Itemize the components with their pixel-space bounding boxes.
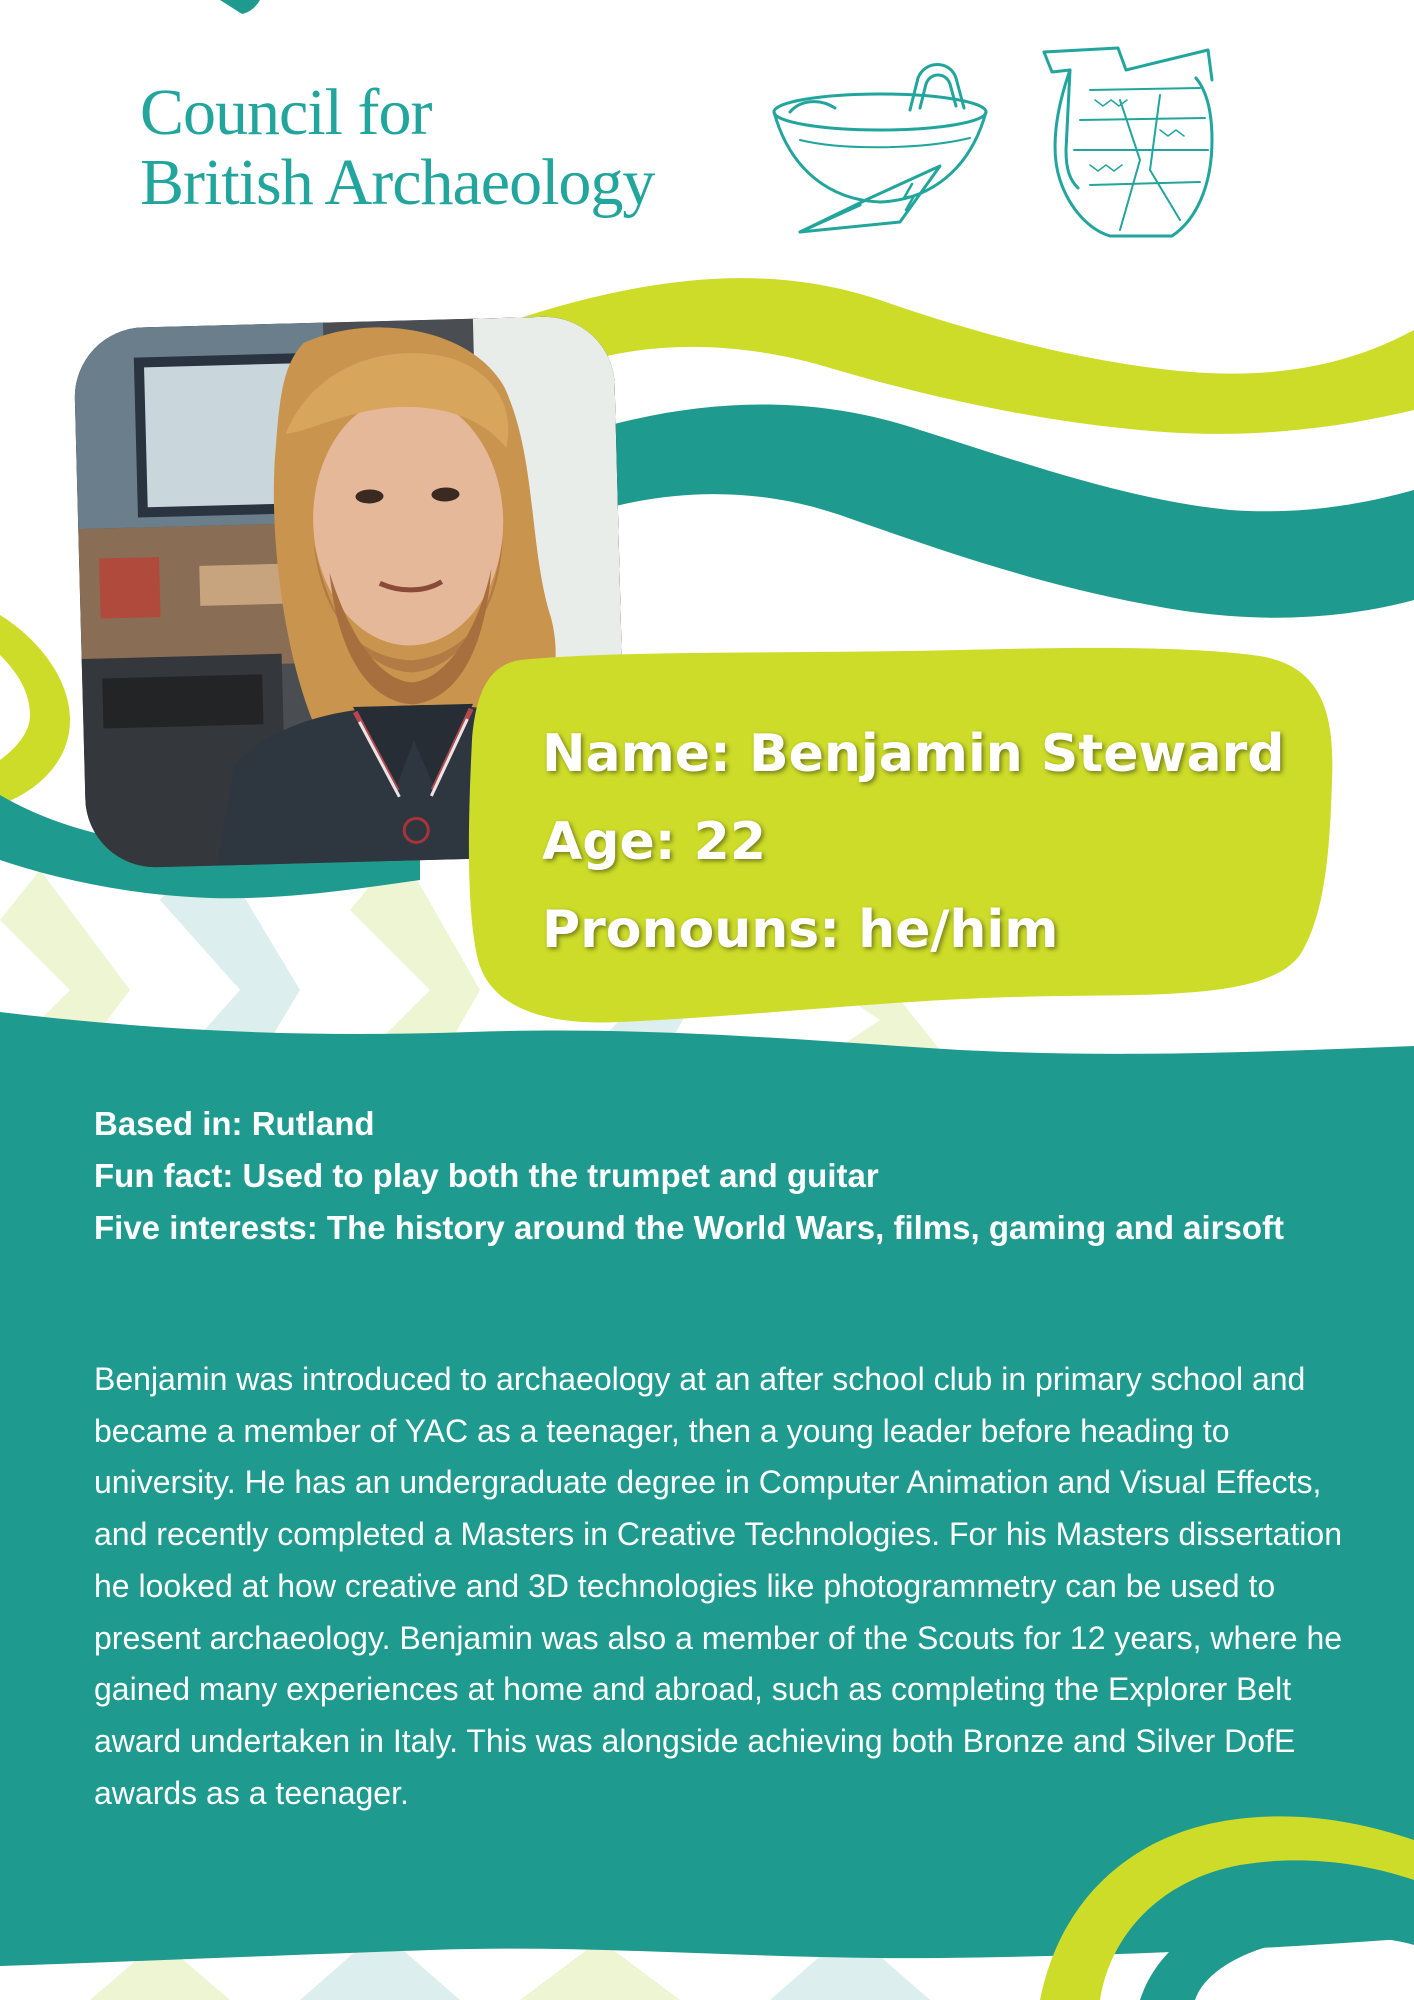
logo-line-2: British Archaeology	[140, 146, 655, 219]
fact-interests: Five interests: The history around the World Wars, films, gaming and airsoft	[94, 1209, 1285, 1246]
profile-age: Age: 22	[542, 812, 766, 872]
profile-pronouns: Pronouns: he/him	[542, 900, 1059, 960]
facts-list	[94, 1098, 1354, 1254]
profile-name: Name: Benjamin Steward	[542, 724, 1285, 784]
fact-fun-fact: Fun fact: Used to play both the trumpet and guitar	[94, 1157, 879, 1194]
logo-line-1: Council for	[140, 76, 432, 149]
fact-based-in: Based in: Rutland	[94, 1105, 375, 1142]
profile-card	[542, 710, 1285, 974]
bio-paragraph: Benjamin was introduced to archaeology at an after school club in primary school and became a member of YAC as a teenager, then a young leader before heading to university. He has an undergraduate degree in Computer Animation and Visual Effects, and recently completed a Masters in Creative Technologies. For his Masters dissertation he looked at how creative and 3D technologies like photogrammetry can be used to present archaeology. Benjamin was also a member of the Scouts for 12 years, where he gained many experiences at home and abroad, such as completing the Explorer Belt award undertaken in Italy. This was alongside achieving both Bronze and Silver DofE awards as a teenager.	[94, 1361, 1343, 1811]
